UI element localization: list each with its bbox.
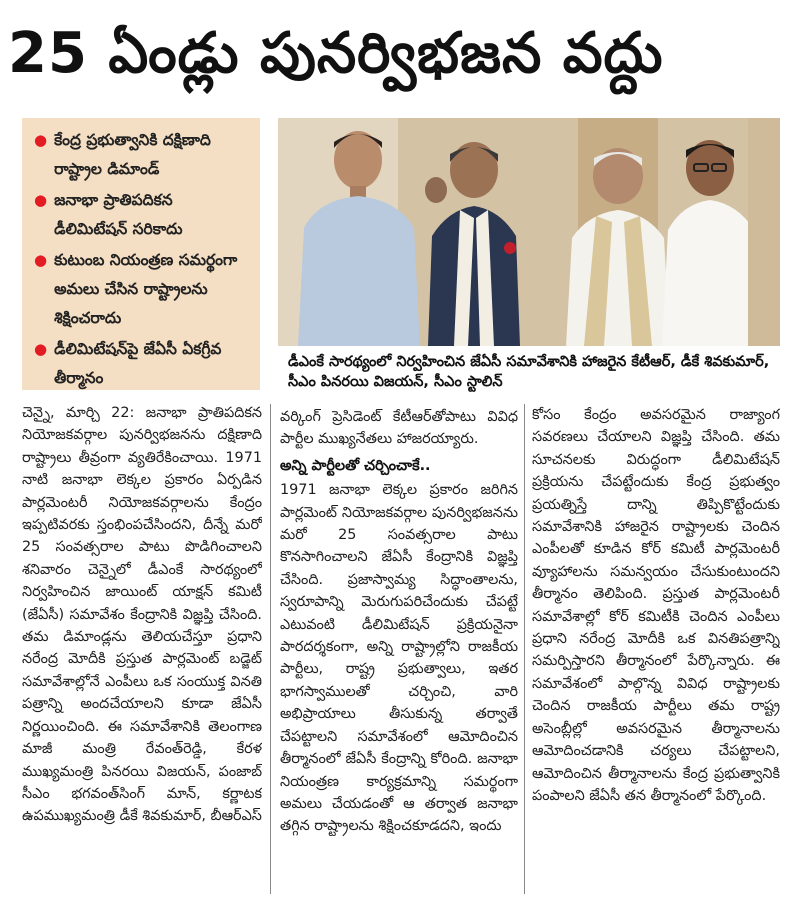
column-divider <box>270 404 271 894</box>
column-divider <box>524 404 525 894</box>
news-photo <box>278 118 780 346</box>
highlight-text: కేంద్ర ప్రభుత్వానికి దక్షిణాది రాష్ట్రాల డిమాండ్ <box>54 131 211 178</box>
bullet-icon: ● <box>34 251 48 269</box>
article-paragraph: వర్కింగ్‌ ప్రెసిడెంట్‌ కేటీఆర్‌తోపాటు వివిధ పార్టీల ముఖ్యనేతలు హాజరయ్యారు. <box>280 409 518 448</box>
photo-illustration <box>278 118 780 346</box>
headline: 25 ఏండ్లు పునర్విభజన వద్దు <box>8 21 664 86</box>
bullet-icon: ● <box>34 191 48 209</box>
highlight-item <box>34 126 250 184</box>
article-paragraph: కోసం కేంద్రం అవసరమైన రాజ్యాంగ సవరణలు చేయాలని విజ్ఞప్తి చేసింది. తమ సూచనలకు విరుద్ధంగా డీలిమిటేషన్‌ ప్రక్రియను చేపట్టేందుకు కేంద్ర ప్రభుత్వం ప్రయత్నిస్తే దాన్ని తిప్పికొట్టేందుకు సమావేశానికి హాజరైన రాష్ట్రాలకు చెందిన ఎంపీలతో కూడిన కోర్‌ కమిటీ పార్లమెంటరీ వ్యూహాలను సమన్వయం చేసుకుంటుందని తీర్మానం తెలిపింది. ప్రస్తుత పార్లమెంటరీ సమావేశాల్లో కోర్‌ కమిటీకి చెందిన ఎంపీలు ప్రధాని నరేంద్ర మోదీకి ఒక వినతిపత్రాన్ని సమర్పిస్తారని తీర్మానంలో పేర్కొన్నారు. ఈ సమావేశంలో పాల్గొన్న వివిధ రాష్ట్రాలకు చెందిన రాజకీయ పార్టీలు తమ రాష్ట్ర అసెంబ్లీల్లో అవసరమైన తీర్మానాలను ఆమోదించడానికి చర్యలు చేపట్టాలని, ఆమోదించిన తీర్మానాలను కేంద్ర ప్రభుత్వానికి పంపాలని జేఏసీ తన తీర్మానంలో పేర్కొంది. <box>532 407 780 804</box>
highlight-item <box>34 246 250 333</box>
article-column-3 <box>532 404 780 899</box>
highlight-item <box>34 186 250 244</box>
bullet-icon: ● <box>34 340 48 358</box>
highlight-text: జనాభా ప్రాతిపదికన డీలిమిటేషన్ సరికాదు <box>54 191 183 238</box>
article-paragraph: చెన్నై, మార్చి 22: జనాభా ప్రాతిపదికన నియోజకవర్గాల పునర్విభజనను దక్షిణాది రాష్ట్రాలు తీవ్రంగా వ్యతిరేకించాయి. 1971 నాటి జనాభా లెక్కల ప్రకారం ఏర్పడిన పార్లమెంటరీ నియోజకవర్గాలను కేంద్రం ఇప్పటివరకు స్తంభింపచేసిందని, దీన్నే మరో 25 సంవత్సరాల పాటు పొడిగించాలని శనివారం చెన్నైలో డీఎంకే సారథ్యంలో నిర్వహించిన జాయింట్‌ యాక్షన్‌ కమిటీ (జేఏసీ) సమావేశం కేంద్రానికి విజ్ఞప్తి చేసింది. తమ డిమాండ్లను తెలియచేస్తూ ప్రధాని నరేంద్ర మోదీకి ప్రస్తుత పార్లమెంట్‌ బడ్జెట్‌ సమావేశాల్లోనే ఎంపీలు ఒక సంయుక్త వినతి పత్రాన్ని అందచేయాలని కూడా జేఏసీ నిర్ణయించింది. ఈ సమావేశానికి తెలంగాణ మాజీ మంత్రి రేవంత్‌రెడ్డి, కేరళ ముఖ్యమంత్రి పినరయి విజయన్‌, పంజాబ్‌ సీఎం భగవంత్‌సింగ్‌ మాన్‌, కర్ణాటక ఉపముఖ్యమంత్రి డీకే శివకుమార్‌, బీఆర్‌ఎస్‌ <box>22 405 262 825</box>
highlights-box <box>22 118 260 390</box>
highlight-text: డీలిమిటేషన్‌పై జేఏసీ ఏకగ్రీవ తీర్మానం <box>54 340 222 387</box>
highlight-item <box>34 335 250 393</box>
bullet-icon: ● <box>34 131 48 149</box>
article-subheading: అన్ని పార్టీలతో చర్చించాకే.. <box>280 457 431 474</box>
article-paragraph: 1971 జనాభా లెక్కల ప్రకారం జరిగిన పార్లమెంట్‌ నియోజకవర్గాల పునర్విభజనను మరో 25 సంవత్సరాల పాటు కొనసాగించాలని జేఏసీ కేంద్రానికి విజ్ఞప్తి చేసింది. ప్రజాస్వామ్య సిద్ధాంతాలను, స్వరూపాన్ని మెరుగుపరిచేందుకు చేపట్టే ఎటువంటి డీలిమిటేషన్‌ ప్రక్రియనైనా పారదర్శకంగా, అన్ని రాష్ట్రాల్లోని రాజకీయ పార్టీలు, రాష్ట్ర ప్రభుత్వాలు, ఇతర భాగస్వాములతో చర్చించి, వారి అభిప్రాయాలు తీసుకున్న తర్వాతే చేపట్టాలని సమావేశంలో ఆమోదించిన తీర్మానంలో జేఏసీ కేంద్రాన్ని కోరింది. జనాభా నియంత్రణ కార్యక్రమాన్ని సమర్థంగా అమలు చేయడంతో ఆ తర్వాత జనాభా తగ్గిన రాష్ట్రాలను శిక్షించకూడదని, ఇందు <box>280 482 518 835</box>
photo-caption: డీఎంకే సారథ్యంలో నిర్వహించిన జేఏసీ సమావేశానికి హాజరైన కేటీఆర్‌, డీకే శివకుమార్‌, సీఎం పినరయి విజయన్‌, సీఎం స్టాలిన్‌ <box>288 354 770 390</box>
article-column-1 <box>22 402 262 897</box>
article-column-2 <box>280 406 518 901</box>
highlight-text: కుటుంబ నియంత్రణ సమర్థంగా అమలు చేసిన రాష్ట్రాలను శిక్షించరాదు <box>54 251 238 327</box>
